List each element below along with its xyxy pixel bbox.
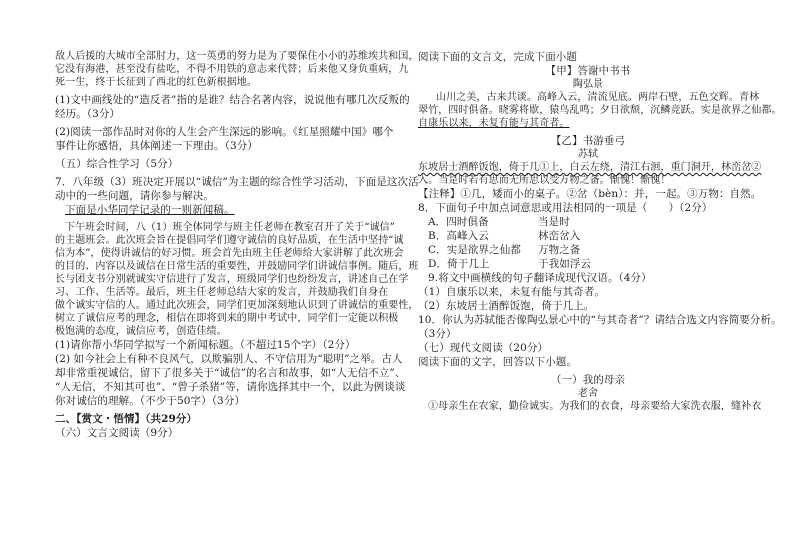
article-title: （一）我的母亲 [550, 374, 626, 386]
option-pair: 于我如浮云 [538, 258, 591, 270]
news-question-2-line: 却非常重视诚信，留下了很多关于“诚信”的名言和故事，如“人无信不立”、 [55, 367, 406, 379]
passage-yi-author: 苏轼 [577, 149, 599, 160]
option-label: D．倚于几上 [428, 258, 490, 270]
passage-yi-line: 东坡居士酒醉饭饱，倚于几①上，白云左绕，清江右洄，重门洞开，林峦岔② [418, 162, 762, 173]
passage-yi [418, 161, 762, 187]
question-10: 10．你认为苏轼能否像陶弘景心中的“与其奇者”？请结合选文内容简要分析。 [418, 314, 782, 326]
news-question-2-line: “人无信，不知其可也”、“曾子杀猪”等，请你选择其中一个，以此为例谈谈 [55, 381, 406, 393]
news-question-2 [55, 352, 406, 408]
question-2-line: (2)阅读一部作品时对你的人生会产生深远的影响。《红星照耀中国》哪个 [55, 126, 394, 138]
question-9: 9.将文中画横线的句子翻译成现代汉语。（4分） [428, 272, 652, 284]
classical-intro: 阅读下面的文言文，完成下面小题 [418, 51, 577, 63]
option-pair: 林峦岔入 [538, 230, 581, 242]
passage-jia-author: 陶弘景 [572, 79, 604, 90]
part-2-heading: 二、【赏文・悟情】（共29分） [55, 413, 198, 425]
option-d [418, 257, 758, 271]
section-7-heading: （七）现代文阅读（20分） [418, 342, 549, 354]
passage-yi-line: 入。当是时若有思而无所思以受万物之备。惭愧！惭愧！ [418, 175, 671, 186]
news-line: 的目的、内容以及诚信在日常生活的重要性，并鼓励同学们讲诚信事例。随后，班 [55, 261, 419, 272]
question-8-options [418, 215, 758, 271]
news-line: 树立了诚信应考的理念，相信在即将到来的期中考试中，同学们一定能以积极 [55, 313, 399, 324]
option-c [418, 243, 758, 257]
question-7 [55, 175, 419, 203]
article-author: 老舍 [577, 388, 599, 399]
option-a [418, 215, 758, 229]
passage-jia-line: 翠竹，四时俱备。晓雾将歇，猿鸟乱鸣；夕日欲颓，沉鳞竞跃。实是欲界之仙都。 [418, 105, 782, 116]
passage-jia [418, 91, 782, 130]
passage-yi-title: 【乙】书游垂弓 [550, 135, 626, 147]
news-question-2-line: (2) 如今社会上有种不良风气，以欺骗别人、不守信用为“聪明”之举。古人 [55, 353, 403, 365]
question-9-item-2: （2）东坡居士酒醉饭饱，倚于几上。 [418, 300, 595, 312]
question-2 [55, 125, 403, 153]
question-10-score: （3分） [418, 328, 457, 340]
question-7-line: 7．八年级（3）班决定开展以“诚信”为主题的综合性学习活动，下面是这次活 [55, 176, 419, 188]
option-pair: 当是时 [538, 216, 570, 228]
news-line: 习、工作、生活等。最后，班主任老师总结大家的发言，并鼓励我们自身在 [55, 287, 389, 298]
option-label: B．高峰入云 [428, 230, 489, 242]
annotation: 【注释】①几，矮而小的桌子。②岔（bèn）：并，一起。③万物：自然。 [418, 188, 762, 200]
question-7-line: 动中的一些问题，请你参与解决。 [55, 190, 214, 202]
section-6-heading: （六）文言文阅读（9分） [55, 427, 179, 439]
passage-jia-line: 山川之美，古来共谈。高峰入云，清流见底。两岸石壁，五色交辉。青林 [436, 92, 760, 103]
article-paragraph: ①母亲生在农家，勤俭诚实。为我们的衣食，母亲要给大家洗衣服，缝补衣 [428, 401, 762, 412]
news-line: 极饱满的态度，诚信应考，创造佳绩。 [55, 326, 227, 337]
question-1-line: 经历。（3分） [55, 108, 121, 120]
news-article [55, 221, 419, 338]
question-1-line: (1)文中画线处的“造反者”指的是谁？结合名著内容，说说他有哪几次反叛的 [55, 94, 410, 106]
news-line: 长与团支书分别就诚实守信进行了发言，班级同学们也纷纷发言，讲述自己在学 [55, 274, 409, 285]
story-excerpt [55, 50, 419, 89]
question-2-line: 事件让你感悟，具体阐述一下理由。（3分） [55, 140, 258, 152]
right-column [418, 50, 782, 413]
option-label: C．实是欲界之仙都 [428, 244, 521, 256]
story-line: 它没有海港，甚至没有盐吃，不得不用铁的意志来代替；后来他又身负重病，九 [55, 64, 409, 75]
passage-jia-line: 自康乐以来，未复有能与其奇者。 [418, 118, 570, 129]
question-1 [55, 93, 410, 121]
question-9-item-1: （1）自康乐以来，未复有能与其奇者。 [418, 286, 605, 298]
section-5-heading: （五）综合性学习（5分） [55, 158, 179, 170]
option-b [418, 229, 758, 243]
news-line: 的主题班会。此次班会旨在提倡同学们遵守诚信的良好品质，在生活中坚持“诚 [55, 235, 404, 246]
option-pair: 万物之备 [538, 244, 581, 256]
news-line: 信为本”，使得讲诚信的好习惯。班会首先由班主任老师给大家讲解了此次班会 [55, 248, 404, 259]
story-line: 敌人后援的大城市全部肘力，这一英勇的努力是为了要保住小小的苏维埃共和国， [55, 51, 419, 62]
option-label: A．四时俱备 [428, 216, 489, 228]
left-column [55, 50, 419, 440]
modern-intro: 阅读下面的文字，回答以下小题。 [418, 356, 577, 368]
news-question-1: (1)请你帮小华同学拟写一个新闻标题。（不超过15个字）（2分） [55, 339, 356, 351]
passage-jia-title: 【甲】答谢中书书 [545, 65, 631, 77]
news-line: 下午班会时间，八（1）班全体同学与班主任老师在教室召开了关于“诚信” [65, 222, 395, 233]
story-line: 死一生，终于长征到了西北的红色新根据地。 [55, 77, 257, 88]
question-8: 8．下面句子中加点词意思或用法相同的一项是（ ）（2分） [418, 202, 713, 214]
news-intro: 下面是小华同学记录的一则新闻稿。 [65, 204, 235, 216]
news-question-2-line: 你对诚信的理解。（不少于50字）（3分） [55, 395, 246, 407]
news-line: 做个诚实守信的人。通过此次班会，同学们更加深刻地认识到了讲诚信的重要性， [55, 300, 419, 311]
